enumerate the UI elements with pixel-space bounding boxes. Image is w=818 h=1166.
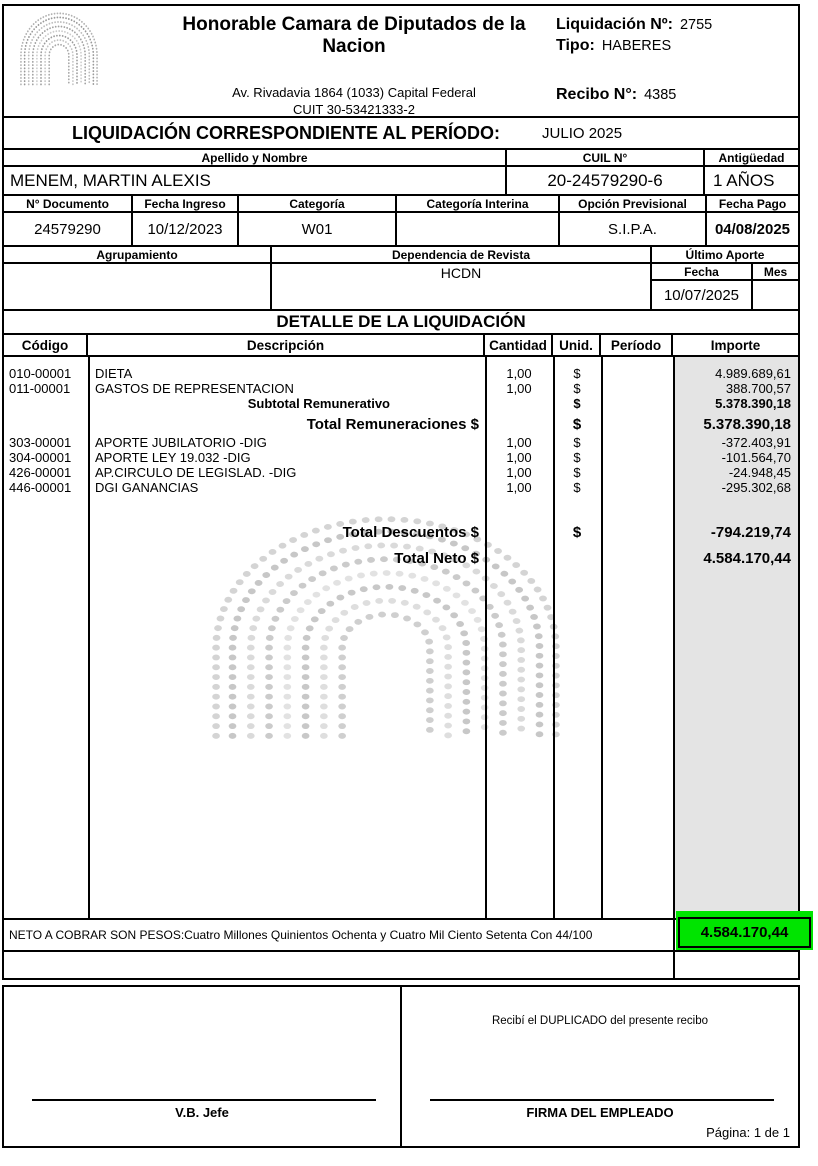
value-antiguedad: 1 AÑOS [713,170,775,190]
row-unid: $ [573,396,581,411]
row-descripcion: DGI GANANCIAS [95,480,199,495]
row-periodo [601,366,673,381]
row-periodo [601,414,673,435]
row-descripcion: APORTE JUBILATORIO -DIG [95,435,267,450]
value-agrupamiento [4,264,272,309]
row-periodo [601,465,673,480]
neto-amount-value: 4.584.170,44 [678,917,811,948]
row-codigo: 446-00001 [9,480,72,495]
signature-section [2,985,800,1148]
liquidacion-number: 2755 [679,17,713,33]
row-codigo: 011-00001 [9,381,71,396]
label-cuil: CUIL N° [507,150,705,165]
label-categoria-interina: Categoría Interina [397,196,560,211]
value-opcion-previsional: S.I.P.A. [560,213,707,245]
row-unid: $ [573,480,581,495]
row-unid: $ [573,381,581,396]
row-importe: -372.403,91 [721,435,791,450]
receipt-info [556,16,802,107]
detail-row [4,548,798,569]
row-unid: $ [573,465,581,480]
row-importe: 5.378.390,18 [715,396,791,411]
signature-divider [400,987,402,1146]
detail-row [4,480,798,495]
organization-title: Honorable Camara de Diputados de la Nacion [182,14,526,58]
row-periodo [601,450,673,465]
row-cantidad [485,548,553,569]
row-descripcion: DIETA [95,366,133,381]
row-descripcion: Total Descuentos $ [342,524,479,541]
row-importe: 4.989.689,61 [715,366,791,381]
detail-row [4,396,798,411]
col-descripcion: Descripción [88,335,485,355]
row-codigo: 010-00001 [9,366,72,381]
row-descripcion: APORTE LEY 19.032 -DIG [95,450,251,465]
row-cantidad [485,414,553,435]
header-box [2,4,800,118]
row-cantidad [485,396,553,411]
row-descripcion: Total Neto $ [394,550,479,567]
value-apellido: MENEM, MARTIN ALEXIS [4,167,507,194]
neto-a-cobrar-box [2,918,675,952]
row-unid: $ [573,366,581,381]
row-periodo [601,396,673,411]
label-categoria: Categoría [239,196,397,211]
empleado-signature-line [430,1099,774,1101]
row-cantidad: 1,00 [506,435,532,450]
recibi-duplicado-text: Recibí el DUPLICADO del presente recibo [491,1015,709,1027]
value-cuil: 20-24579290-6 [507,167,705,194]
detail-row [4,522,798,543]
col-codigo: Código [4,335,88,355]
row-periodo [601,522,673,543]
row-cantidad: 1,00 [506,450,532,465]
row-unid: $ [572,524,582,541]
row-descripcion: Total Remuneraciones $ [306,416,479,433]
detalle-title: DETALLE DE LA LIQUIDACIÓN [2,309,800,335]
row-importe: 4.584.170,44 [703,550,791,567]
value-fecha-pago: 04/08/2025 [714,220,791,238]
row-importe: -101.564,70 [721,450,791,465]
employee-value-row-1 [2,165,800,196]
row-importe: 5.378.390,18 [703,416,791,433]
label-fecha-pago: Fecha Pago [718,196,787,211]
row-cantidad: 1,00 [506,465,532,480]
row-periodo [601,548,673,569]
vb-jefe-signature-line [32,1099,376,1101]
detail-row [4,381,798,396]
row-codigo [4,548,88,569]
cuit-line: CUIT 30-53421333-2 [293,102,415,118]
periodo-bar [2,116,800,150]
label-dependencia: Dependencia de Revista [272,247,652,262]
detail-row [4,366,798,381]
employee-value-row-2 [2,211,800,247]
row-codigo [4,396,88,411]
row-periodo [601,435,673,450]
employee-value-row-3 [2,262,800,311]
row-importe: 388.700,57 [725,381,791,396]
row-codigo: 426-00001 [9,465,72,480]
row-descripcion: Subtotal Remunerativo [247,396,390,411]
value-ultimo-aporte-mes [753,281,798,309]
tipo-line [556,37,802,55]
label-fecha: Fecha [652,264,753,279]
col-importe: Importe [710,337,761,353]
recibo-number: 4385 [644,87,677,103]
recibo-label: Recibo N°: [556,86,638,103]
detail-row [4,435,798,450]
empty-row-divider [673,952,675,978]
row-unid [553,548,601,569]
row-unid: $ [573,435,581,450]
periodo-title: LIQUIDACIÓN CORRESPONDIENTE AL PERÍODO: [72,122,501,143]
label-ultimo-aporte: Último Aporte [685,247,765,262]
neto-a-cobrar-text: NETO A COBRAR SON PESOS:Cuatro Millones Quinientos Ochenta y Cuatro Mil Ciento Setenta Con 44/100 [9,928,593,942]
periodo-value: JULIO 2025 [542,124,623,142]
hemicycle-logo-icon [14,12,104,88]
row-codigo [4,414,88,435]
value-categoria: W01 [239,213,397,245]
label-opcion-previsional: Opción Previsional [560,196,707,211]
detail-row [4,414,798,435]
row-codigo [4,522,88,543]
recibo-line [556,86,802,104]
value-fecha-ingreso: 10/12/2023 [133,213,239,245]
value-ultimo-aporte-fecha: 10/07/2025 [652,281,753,309]
row-cantidad: 1,00 [506,366,532,381]
row-unid: $ [573,450,581,465]
col-cantidad: Cantidad [485,335,553,355]
ultimo-aporte-subheader [652,264,798,281]
value-categoria-interina [397,213,560,245]
value-dependencia: HCDN [272,264,652,309]
liquidacion-label: Liquidación Nº: [556,16,673,33]
tipo-label: Tipo: [556,37,595,54]
row-descripcion: GASTOS DE REPRESENTACION [95,381,294,396]
row-unid: $ [572,416,582,433]
row-descripcion: AP.CIRCULO DE LEGISLAD. -DIG [95,465,297,480]
col-periodo: Período [601,335,673,355]
organization-address-block [154,84,554,118]
detalle-rows [4,366,798,569]
firma-empleado-label: FIRMA DEL EMPLEADO [526,1105,674,1120]
row-cantidad [485,522,553,543]
detalle-column-headers [2,333,800,357]
label-documento: N° Documento [4,196,133,211]
detalle-table-body [2,355,800,920]
label-mes: Mes [763,264,788,279]
col-unid: Unid. [553,335,601,355]
row-cantidad: 1,00 [506,480,532,495]
ultimo-aporte-values [652,281,798,309]
row-codigo: 304-00001 [9,450,72,465]
row-cantidad: 1,00 [506,381,532,396]
label-fecha-ingreso: Fecha Ingreso [133,196,239,211]
row-periodo [601,480,673,495]
empty-row [2,950,800,980]
address-line: Av. Rivadavia 1864 (1033) Capital Federal [232,85,476,100]
liquidacion-line [556,16,802,34]
row-importe: -24.948,45 [728,465,791,480]
detail-row [4,450,798,465]
tipo-value: HABERES [601,38,672,54]
row-importe: -794.219,74 [710,524,791,541]
vb-jefe-label: V.B. Jefe [175,1105,229,1120]
detail-row [4,465,798,480]
neto-amount-highlight [676,911,813,950]
page-number: Página: 1 de 1 [706,1125,790,1140]
label-antiguedad: Antigüedad [718,150,785,165]
row-periodo [601,381,673,396]
row-codigo: 303-00001 [9,435,72,450]
ultimo-aporte-cell [652,264,798,309]
value-documento: 24579290 [4,213,133,245]
label-apellido: Apellido y Nombre [4,150,507,165]
row-importe: -295.302,68 [721,480,791,495]
label-agrupamiento: Agrupamiento [4,247,272,262]
